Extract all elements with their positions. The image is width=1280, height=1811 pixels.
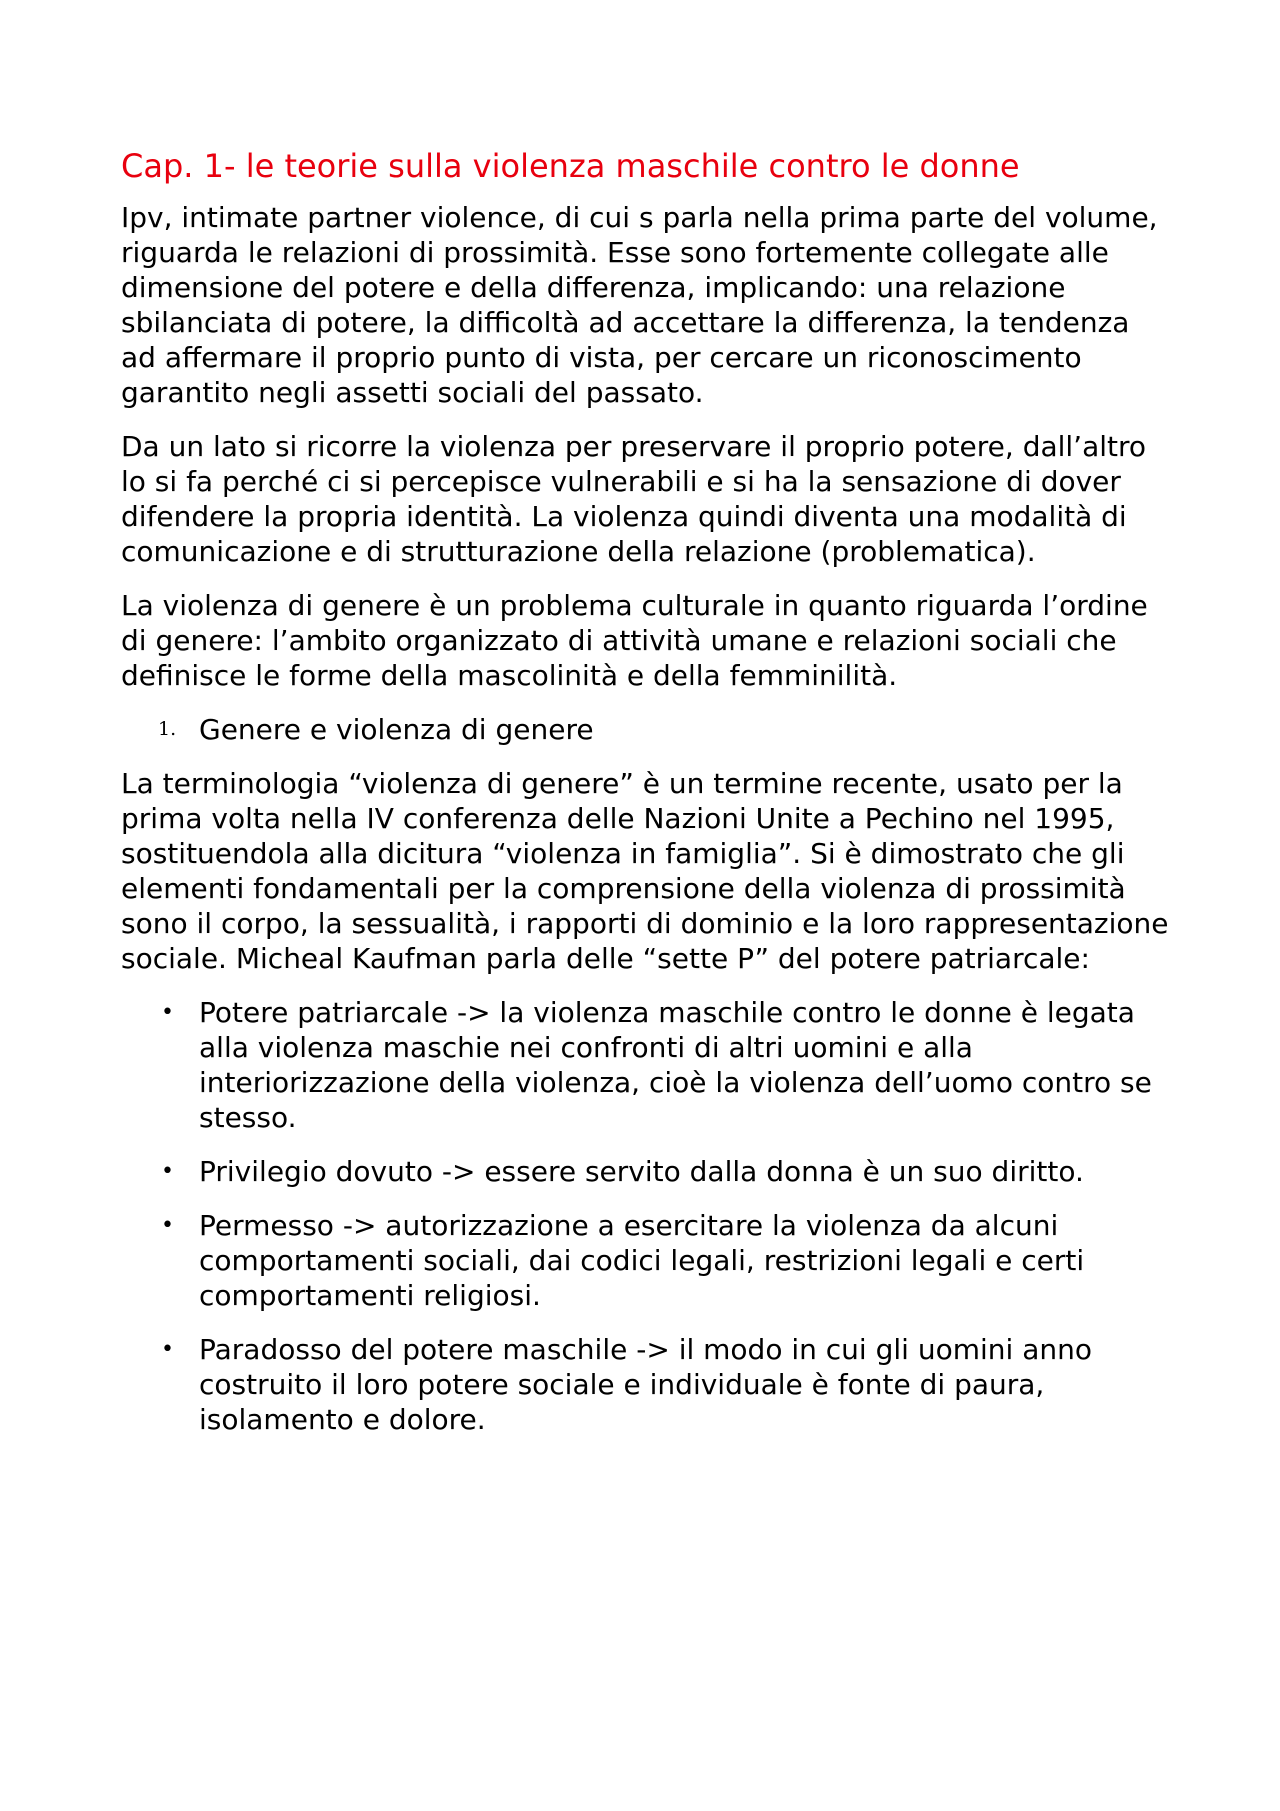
list-item-text: Permesso -> autorizzazione a esercitare la violenza da alcuni comportamenti sociali, dai codici legali, restrizioni legali e certi comportamenti religiosi. xyxy=(199,1209,1085,1312)
chapter-title: Cap. 1- le teorie sulla violenza maschile contro le donne xyxy=(121,147,1020,185)
list-item-text: Paradosso del potere maschile -> il modo in cui gli uomini anno costruito il loro potere sociale e individuale è fonte di paura, isolamento e dolore. xyxy=(199,1333,1092,1436)
list-item xyxy=(121,1208,1171,1313)
paragraph-ipv: Ipv, intimate partner violence, di cui s parla nella prima parte del volume, riguarda le relazioni di prossimità. Esse sono fortemente collegate alle dimensione del potere e della differenza, implicando: una relazione sbilanciata di potere, la difficoltà ad accettare la differenza, la tendenza ad affermare il proprio punto di vista, per cercare un riconoscimento garantito negli assetti sociali del passato. xyxy=(121,201,1158,409)
document-page xyxy=(121,146,1171,1456)
paragraph-ordine-di-genere: La violenza di genere è un problema culturale in quanto riguarda l’ordine di genere: l’ambito organizzato di attività umane e relazioni sociali che definisce le forme della mascolinità e della femminilità. xyxy=(121,589,1148,692)
list-item xyxy=(121,1154,1171,1189)
list-item-text: Privilegio dovuto -> essere servito dalla donna è un suo diritto. xyxy=(199,1155,1084,1188)
paragraph-potere: Da un lato si ricorre la violenza per preservare il proprio potere, dall’altro lo si fa perché ci si percepisce vulnerabili e si ha la sensazione di dover difendere la propria identità. La violenza quindi diventa una modalità di comunicazione e di strutturazione della relazione (problematica). xyxy=(121,430,1147,568)
list-item xyxy=(121,1332,1171,1437)
section-heading: Genere e violenza di genere xyxy=(199,713,594,746)
bullet-icon: • xyxy=(161,1159,174,1184)
list-item-text: Potere patriarcale -> la violenza maschile contro le donne è legata alla violenza maschie nei confronti di altri uomini e alla interiorizzazione della violenza, cioè la violenza dell’uomo contro se stesso. xyxy=(199,996,1152,1134)
numbered-section-list xyxy=(121,712,1171,747)
bullet-icon: • xyxy=(161,1337,174,1362)
bullet-icon: • xyxy=(161,1000,174,1025)
section-heading-item xyxy=(121,712,1171,747)
sette-p-list xyxy=(121,995,1171,1437)
paragraph-terminologia: La terminologia “violenza di genere” è un termine recente, usato per la prima volta nella IV conferenza delle Nazioni Unite a Pechino nel 1995, sostituendola alla dicitura “violenza in famiglia”. Si è dimostrato che gli elementi fondamentali per la comprensione della violenza di prossimità sono il corpo, la sessualità, i rapporti di dominio e la loro rappresentazione sociale. Micheal Kaufman parla delle “sette P” del potere patriarcale: xyxy=(121,767,1169,975)
list-item xyxy=(121,995,1171,1135)
bullet-icon: • xyxy=(161,1213,174,1238)
section-number: 1. xyxy=(158,718,177,740)
